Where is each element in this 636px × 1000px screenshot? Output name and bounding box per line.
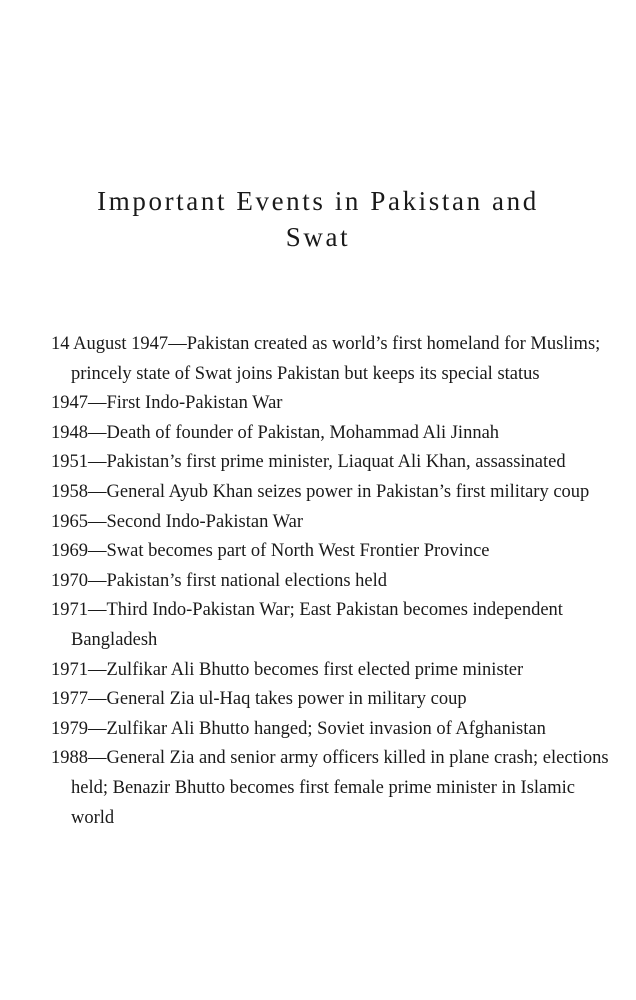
event-item — [51, 478, 611, 508]
event-date: 1971 — [51, 600, 88, 621]
event-date: 1958 — [51, 481, 88, 502]
event-item — [51, 419, 611, 449]
event-date: 14 August 1947 — [51, 334, 169, 354]
event-date: 1947 — [51, 393, 88, 414]
event-item — [51, 685, 611, 715]
event-text: Death of founder of Pakistan, Mohammad Ali Jinnah — [106, 422, 500, 443]
event-separator: — — [88, 689, 107, 710]
event-item — [51, 596, 611, 655]
event-separator: — — [88, 748, 107, 769]
event-date: 1979 — [51, 718, 88, 739]
event-item — [51, 389, 611, 419]
event-separator: — — [88, 422, 107, 443]
event-separator: — — [88, 718, 107, 739]
event-item — [51, 330, 611, 389]
event-separator: — — [88, 511, 107, 532]
event-separator: — — [88, 452, 107, 473]
event-item — [51, 448, 611, 478]
event-date: 1948 — [51, 422, 88, 443]
event-item — [51, 537, 611, 567]
event-separator: — — [88, 570, 107, 591]
event-date: 1969 — [51, 541, 88, 562]
event-text: Swat becomes part of North West Frontier Province — [106, 541, 490, 562]
page-title-line-2: Swat — [285, 222, 351, 252]
event-separator: — — [168, 334, 187, 354]
event-text: Pakistan created as world’s first homeland for Muslims; princely state of Swat joins Pakistan but keeps its special status — [71, 334, 601, 384]
event-item — [51, 508, 611, 538]
event-text: Second Indo-Pakistan War — [106, 511, 303, 532]
event-text: Third Indo-Pakistan War; East Pakistan becomes independent Bangladesh — [71, 600, 563, 650]
event-date: 1965 — [51, 511, 88, 532]
event-text: Pakistan’s first national elections held — [106, 570, 388, 591]
event-text: Zulfikar Ali Bhutto hanged; Soviet invasion of Afghanistan — [106, 718, 546, 739]
event-date: 1951 — [51, 452, 88, 473]
event-item — [51, 656, 611, 686]
event-separator: — — [88, 600, 107, 621]
event-text: Zulfikar Ali Bhutto becomes first elected prime minister — [106, 659, 524, 680]
event-item — [51, 744, 611, 833]
event-date: 1977 — [51, 689, 88, 710]
event-text: General Ayub Khan seizes power in Pakistan’s first military coup — [106, 481, 590, 502]
event-item — [51, 567, 611, 597]
event-text: First Indo-Pakistan War — [106, 393, 283, 414]
event-separator: — — [88, 659, 107, 680]
page-title-line-1: Important Events in Pakistan and — [97, 186, 539, 216]
event-text: General Zia and senior army officers killed in plane crash; elections held; Benazir Bhutto becomes first female prime minister in Islamic world — [71, 748, 609, 828]
event-separator: — — [88, 481, 107, 502]
events-list — [51, 330, 611, 833]
event-item — [51, 715, 611, 745]
event-text: Pakistan’s first prime minister, Liaquat Ali Khan, assassinated — [106, 452, 566, 473]
event-separator: — — [88, 393, 107, 414]
event-date: 1971 — [51, 659, 88, 680]
page-title — [0, 183, 636, 255]
event-date: 1988 — [51, 748, 88, 769]
event-date: 1970 — [51, 570, 88, 591]
event-separator: — — [88, 541, 107, 562]
event-text: General Zia ul-Haq takes power in military coup — [106, 689, 467, 710]
